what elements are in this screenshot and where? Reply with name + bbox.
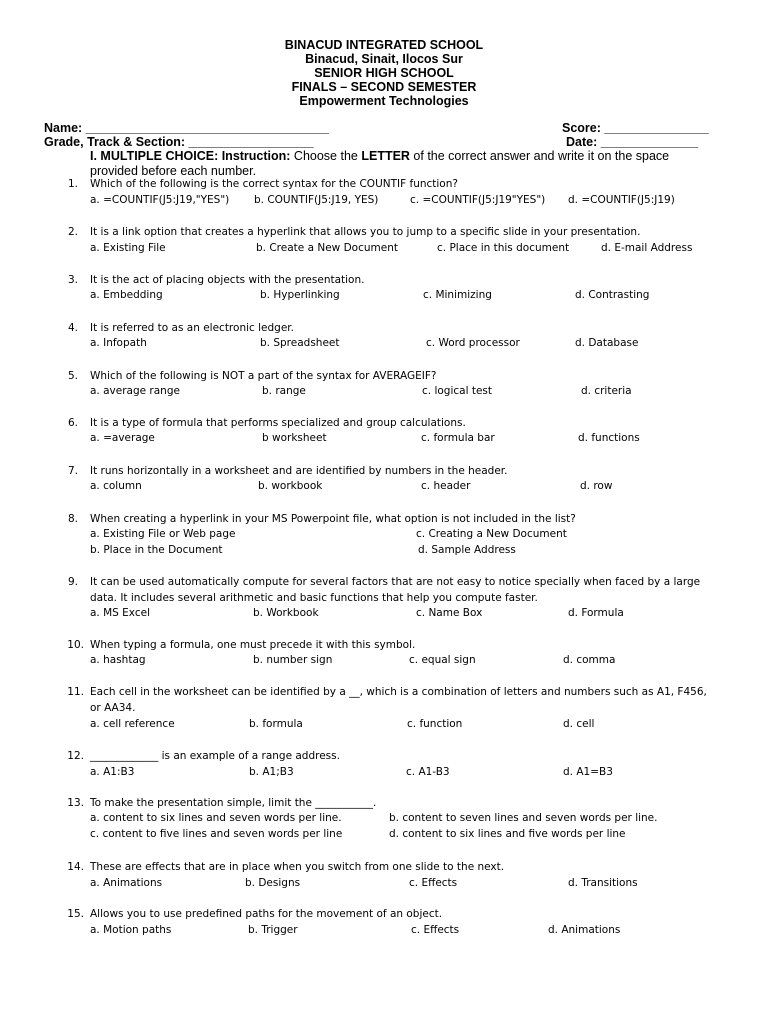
instruction-part: I. MULTIPLE CHOICE: Instruction: <box>90 149 291 163</box>
question-number: 3. <box>67 274 78 286</box>
question-number: 2. <box>67 226 78 238</box>
option-b: b. Spreadsheet <box>260 337 340 349</box>
option-d: d. Contrasting <box>575 289 650 301</box>
option-c: c. Place in this document <box>437 242 570 254</box>
question-text: Allows you to use predefined paths for the movement of an object. <box>90 908 443 920</box>
question-text: _____________ is an example of a range address. <box>90 750 340 762</box>
option-d: d. Formula <box>568 607 624 619</box>
option-d: d. =COUNTIF(J5:J19) <box>568 194 675 206</box>
option-c: c. =COUNTIF(J5:J19"YES") <box>410 194 546 206</box>
question-number: 7. <box>67 465 78 477</box>
option-d: d. comma <box>563 654 616 666</box>
option-d: d. Transitions <box>568 877 638 889</box>
option-b: b. content to seven lines and seven words per line. <box>389 812 658 824</box>
option-a: a. =average <box>90 432 155 444</box>
question-number: 6. <box>67 417 78 429</box>
question-number: 13. <box>67 797 84 809</box>
option-b: b worksheet <box>262 432 327 444</box>
school-name: BINACUD INTEGRATED SCHOOL <box>284 38 484 52</box>
question-text: Each cell in the worksheet can be identified by a __, which is a combination of letters and numbers such as A1, F456, or AA34. <box>90 686 707 714</box>
option-b: b. COUNTIF(J5:J19, YES) <box>254 194 379 206</box>
option-b: b. workbook <box>258 480 323 492</box>
option-d: d. Animations <box>548 924 621 936</box>
instruction <box>90 149 710 179</box>
option-a: a. Existing File <box>90 242 166 254</box>
document-header <box>0 38 768 108</box>
question-number: 5. <box>67 370 78 382</box>
grade-section-field: Grade, Track & Section: __________________ <box>44 135 314 149</box>
instruction-text-2: of the correct answer and write it on the space provided before each number. <box>90 149 670 178</box>
question-text: It can be used automatically compute for several factors that are not easy to notice specially when faced by a large data. It includes several arithmetic and basic functions that help you compute faster. <box>90 576 701 604</box>
option-d: d. E-mail Address <box>601 242 693 254</box>
question-text: To make the presentation simple, limit the ___________. <box>90 797 377 809</box>
option-a: a. content to six lines and seven words per line. <box>90 812 342 824</box>
instruction-text-1: Choose the <box>290 149 362 163</box>
question-text: Which of the following is NOT a part of the syntax for AVERAGEIF? <box>90 370 437 382</box>
question-number: 11. <box>67 686 84 698</box>
option-d: d. content to six lines and five words per line <box>389 828 626 840</box>
option-a: a. =COUNTIF(J5:J19,"YES") <box>90 194 230 206</box>
question-text: It is a type of formula that performs specialized and group calculations. <box>90 417 466 429</box>
option-a: a. cell reference <box>90 718 175 730</box>
option-a: a. Animations <box>90 877 163 889</box>
option-a: a. hashtag <box>90 654 146 666</box>
option-a: a. Existing File or Web page <box>90 528 236 540</box>
option-b: b. Create a New Document <box>256 242 398 254</box>
question-number: 15. <box>67 908 84 920</box>
question-number: 12. <box>67 750 84 762</box>
question-number: 9. <box>67 576 78 588</box>
option-a: a. Embedding <box>90 289 163 301</box>
question-number: 8. <box>67 513 78 525</box>
option-d: d. cell <box>563 718 595 730</box>
option-b: b. A1;B3 <box>249 766 294 778</box>
question-number: 1. <box>67 178 78 190</box>
question-text: When typing a formula, one must precede it with this symbol. <box>90 639 416 651</box>
option-b: b. range <box>262 385 306 397</box>
question-text: It is the act of placing objects with the presentation. <box>90 274 365 286</box>
option-d: d. row <box>580 480 613 492</box>
question-text: These are effects that are in place when you switch from one slide to the next. <box>90 861 505 873</box>
option-b: b. Place in the Document <box>90 544 223 556</box>
question-text: When creating a hyperlink in your MS Powerpoint file, what option is not included in the list? <box>90 513 576 525</box>
option-a: a. Motion paths <box>90 924 172 936</box>
name-field: Name: ___________________________________ <box>44 121 329 135</box>
option-c: c. Effects <box>411 924 460 936</box>
option-a: a. column <box>90 480 142 492</box>
option-b: b. Workbook <box>253 607 319 619</box>
question-number: 14. <box>67 861 84 873</box>
question-number: 4. <box>67 322 78 334</box>
date-field: Date: ______________ <box>566 135 699 149</box>
option-d: d. Sample Address <box>418 544 516 556</box>
question-text: Which of the following is the correct syntax for the COUNTIF function? <box>90 178 458 190</box>
question-text: It is a link option that creates a hyperlink that allows you to jump to a specific slide in your presentation. <box>90 226 641 238</box>
option-a: a. A1:B3 <box>90 766 135 778</box>
option-c: c. logical test <box>422 385 492 397</box>
option-c: c. function <box>407 718 463 730</box>
subject-title: Empowerment Technologies <box>299 94 469 108</box>
question-text: It runs horizontally in a worksheet and are identified by numbers in the header. <box>90 465 508 477</box>
option-a: a. MS Excel <box>90 607 150 619</box>
option-c: c. equal sign <box>409 654 476 666</box>
question-text: It is referred to as an electronic ledger. <box>90 322 294 334</box>
option-d: d. A1=B3 <box>563 766 613 778</box>
option-d: d. functions <box>578 432 640 444</box>
score-field: Score: _______________ <box>562 121 709 135</box>
instruction-keyword: LETTER <box>361 149 410 163</box>
option-c: c. formula bar <box>421 432 495 444</box>
option-b: b. formula <box>249 718 303 730</box>
option-c: c. Effects <box>409 877 458 889</box>
option-c: c. Word processor <box>426 337 520 349</box>
option-a: a. Infopath <box>90 337 147 349</box>
exam-title: FINALS – SECOND SEMESTER <box>291 80 477 94</box>
option-c: c. header <box>421 480 471 492</box>
option-d: d. criteria <box>581 385 632 397</box>
option-c: c. A1-B3 <box>406 766 450 778</box>
option-d: d. Database <box>575 337 639 349</box>
option-c: c. content to five lines and seven words per line <box>90 828 343 840</box>
option-b: b. number sign <box>253 654 333 666</box>
option-a: a. average range <box>90 385 180 397</box>
option-b: b. Trigger <box>248 924 298 936</box>
option-c: c. Minimizing <box>423 289 492 301</box>
school-level: SENIOR HIGH SCHOOL <box>314 66 454 80</box>
question-number: 10. <box>67 639 84 651</box>
option-c: c. Name Box <box>416 607 483 619</box>
option-b: b. Designs <box>245 877 301 889</box>
option-c: c. Creating a New Document <box>416 528 567 540</box>
school-address: Binacud, Sinait, Ilocos Sur <box>305 52 463 66</box>
option-b: b. Hyperlinking <box>260 289 340 301</box>
